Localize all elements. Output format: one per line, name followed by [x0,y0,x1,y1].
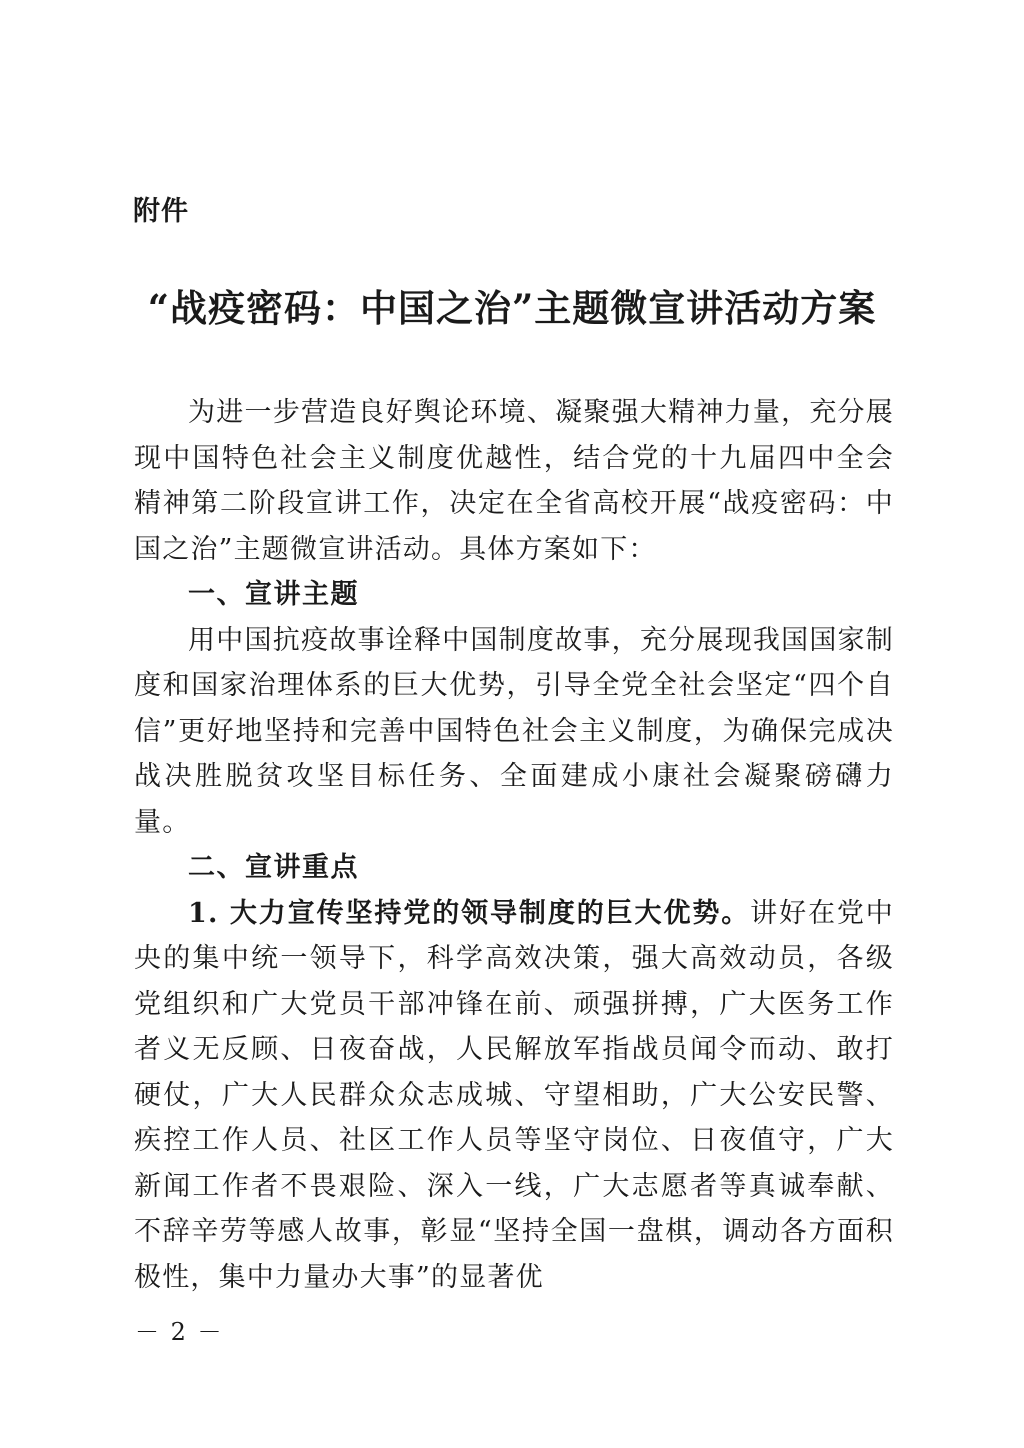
page-number: － 2 － [135,1318,224,1346]
section-heading-focus: 二、宣讲重点 [188,852,359,883]
focus-point-1-text: 讲好在党中央的集中统一领导下，科学高效决策，强大高效动员，各级党组织和广大党员干部冲锋在前、顽强拼搏，广大医务工作者义无反顾、日夜奋战，人民解放军指战员闻令而动、敢打硬仗，广大人民群众众志成城、守望相助，广大公安民警、疾控工作人员、社区工作人员等坚守岗位、日夜值守，广大新闻工作者不畏艰险、深入一线，广大志愿者等真诚奉献、不辞辛劳等感人故事，彰显“坚持全国一盘棋，调动各方面积极性，集中力量办大事”的显著优 [134,897,894,1293]
attachment-label: 附件 [133,196,189,227]
intro-paragraph: 为进一步营造良好舆论环境、凝聚强大精神力量，充分展现中国特色社会主义制度优越性，结合党的十九届四中全会精神第二阶段宣讲工作，决定在全省高校开展“战疫密码：中国之治”主题微宣讲活动。具体方案如下： [134,397,894,565]
theme-paragraph: 用中国抗疫故事诠释中国制度故事，充分展现我国国家制度和国家治理体系的巨大优势，引导全党全社会坚定“四个自信”更好地坚持和完善中国特色社会主义制度，为确保完成决战决胜脱贫攻坚目标任务、全面建成小康社会凝聚磅礴力量。 [134,624,894,838]
focus-point-1-paragraph [134,891,894,1301]
section-heading-theme: 一、宣讲主题 [188,579,359,610]
focus-point-1-lead: 1. 大力宣传坚持党的领导制度的巨大优势。 [188,897,751,929]
document-title: “战疫密码：中国之治”主题微宣讲活动方案 [147,286,877,330]
document-body [134,390,894,1300]
